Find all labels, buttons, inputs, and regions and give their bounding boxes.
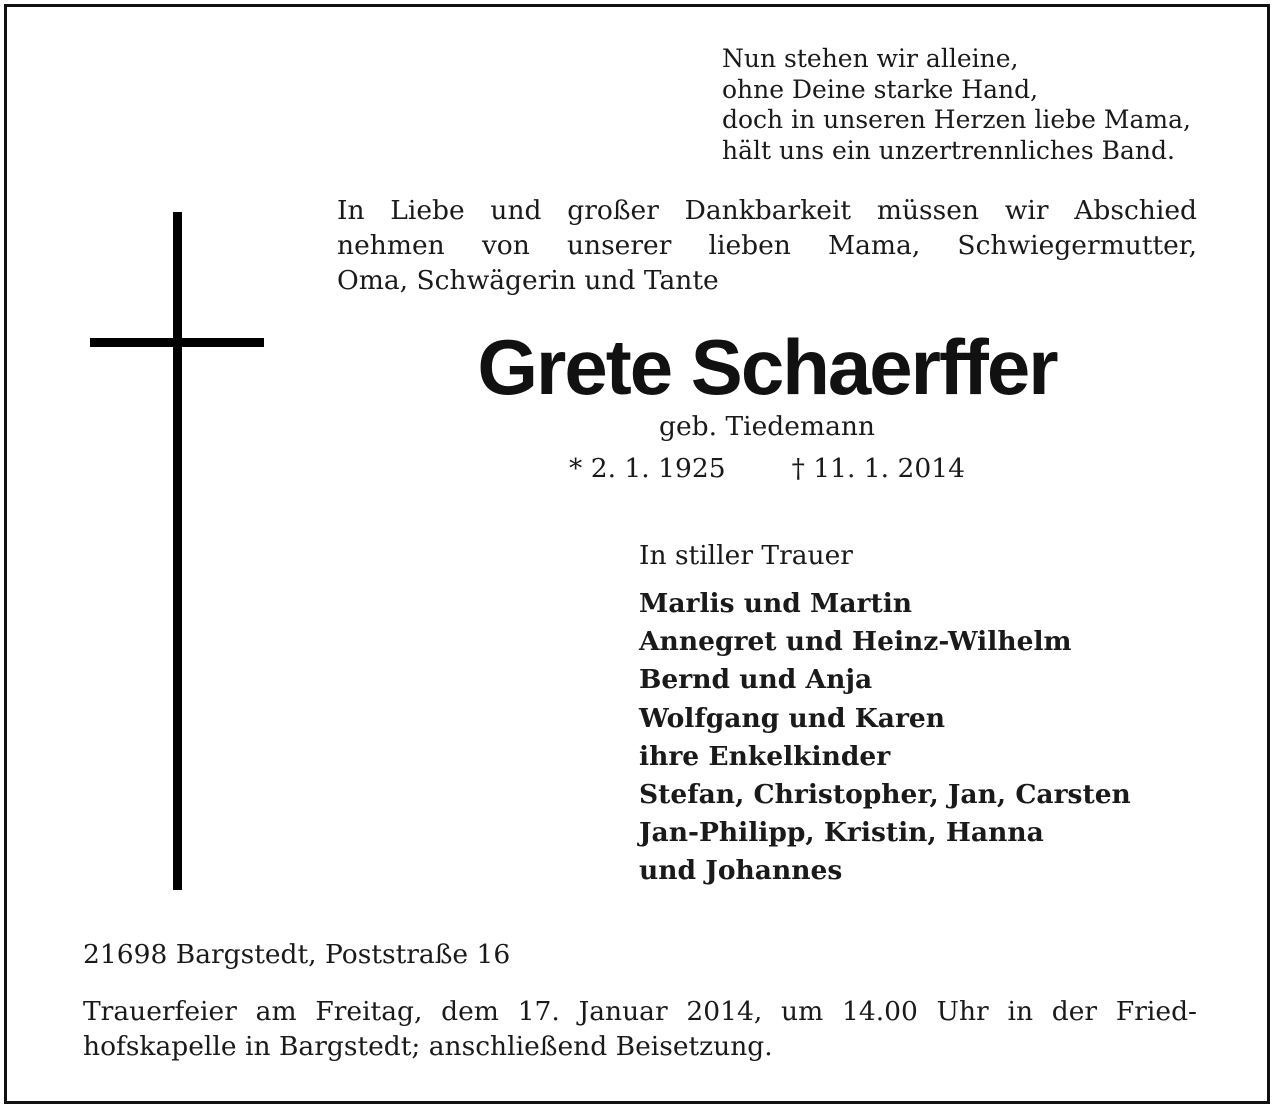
birth-date: * 2. 1. 1925 — [569, 453, 726, 484]
mourner-line: und Johannes — [639, 855, 843, 887]
cross-icon-bar — [90, 338, 264, 347]
intro-line: nehmen von unserer lieben Mama, Schwiegermutter, — [337, 230, 1197, 261]
mourner-line: ihre Enkelkinder — [639, 740, 891, 772]
poem — [722, 44, 1242, 166]
intro-line: Oma, Schwägerin und Tante — [337, 265, 719, 296]
poem-line: ohne Deine starke Hand, — [722, 74, 1039, 104]
mourner-line: Annegret und Heinz-Wilhelm — [639, 626, 1072, 658]
mourner-line: Stefan, Christopher, Jan, Carsten — [639, 779, 1131, 811]
intro-text — [337, 193, 1197, 298]
address: 21698 Bargstedt, Poststraße 16 — [83, 939, 511, 970]
mourning-heading: In stiller Trauer — [639, 540, 853, 571]
poem-line: Nun stehen wir alleine, — [722, 44, 1019, 73]
mourner-line: Marlis und Martin — [639, 588, 913, 619]
ceremony-line: hofskapelle in Bargstedt; anschließend Beisetzung. — [83, 1031, 773, 1062]
mourners-list — [639, 585, 1131, 891]
poem-line: doch in unseren Herzen liebe Mama, — [722, 105, 1191, 134]
poem-line: hält uns ein unzertrennliches Band. — [722, 135, 1175, 165]
birth-name: geb. Tiedemann — [659, 411, 875, 442]
mourner-line: Bernd und Anja — [639, 664, 873, 696]
death-date: † 11. 1. 2014 — [791, 453, 965, 484]
ceremony-line: Trauerfeier am Freitag, dem 17. Januar 2014, um 14.00 Uhr in der Fried- — [83, 996, 1197, 1027]
ceremony-text — [83, 994, 1197, 1064]
mourner-line: Wolfgang und Karen — [639, 702, 946, 734]
mourner-line: Jan-Philipp, Kristin, Hanna — [639, 817, 1044, 849]
deceased-name: Grete Schaerffer — [477, 323, 1057, 411]
life-dates — [337, 452, 1197, 486]
cross-icon — [173, 212, 182, 890]
intro-line: In Liebe und großer Dankbarkeit müssen wir Abschied — [337, 195, 1197, 226]
